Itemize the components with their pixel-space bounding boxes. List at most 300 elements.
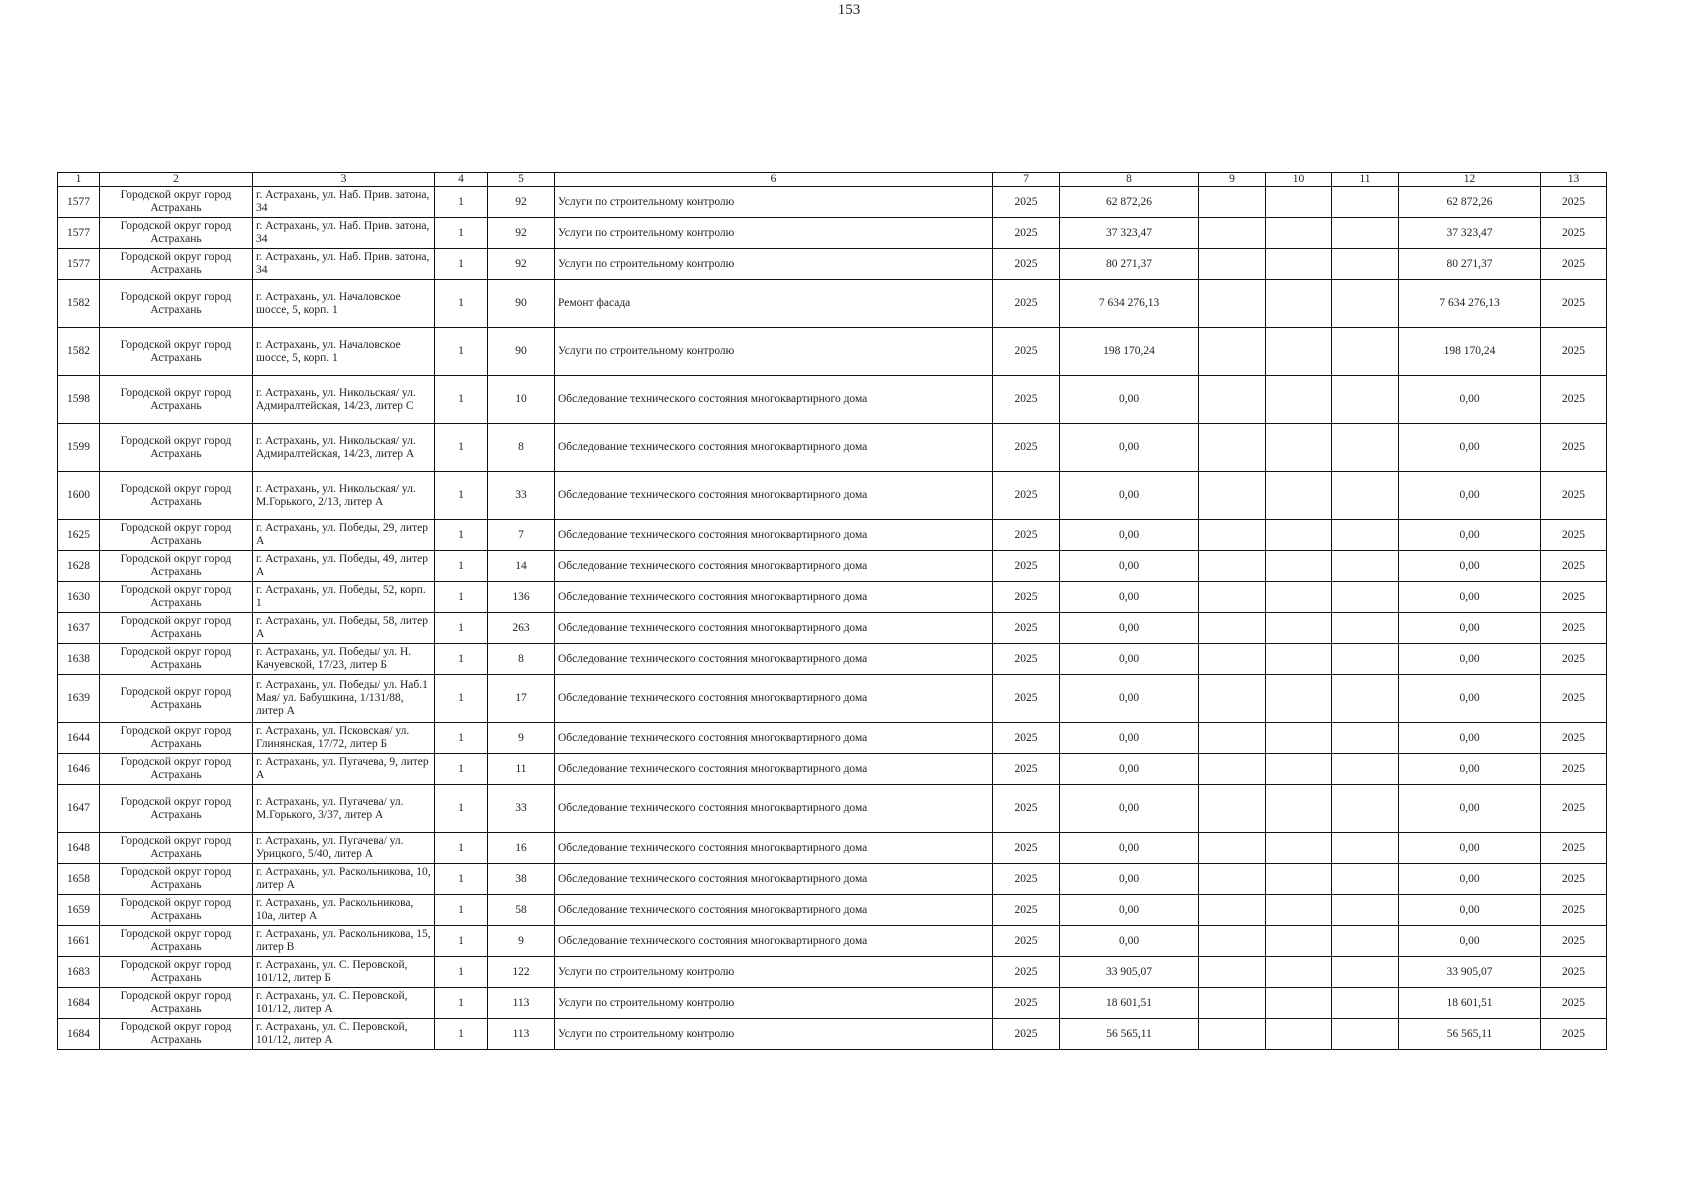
cell-row-number: 1582: [58, 280, 100, 328]
cell-row-number: 1638: [58, 644, 100, 675]
cell-col11: [1332, 833, 1399, 864]
cell-col11: [1332, 957, 1399, 988]
cell-municipality: Городской округ город Астрахань: [100, 644, 253, 675]
cell-col11: [1332, 1019, 1399, 1050]
table-row: [58, 328, 1607, 376]
cell-address: г. Астрахань, ул. Наб. Прив. затона, 34: [253, 218, 435, 249]
cell-address: г. Астрахань, ул. Раскольникова, 15, литер В: [253, 926, 435, 957]
cell-amount: 18 601,51: [1060, 988, 1199, 1019]
cell-address: г. Астрахань, ул. Никольская/ ул. Адмиралтейская, 14/23, литер А: [253, 424, 435, 472]
cell-work-type: Обследование технического состояния многоквартирного дома: [555, 785, 993, 833]
table-row: [58, 218, 1607, 249]
cell-year: 2025: [993, 187, 1060, 218]
cell-col9: [1199, 1019, 1266, 1050]
cell-amount: 0,00: [1060, 472, 1199, 520]
cell-address: г. Астрахань, ул. Наб. Прив. затона, 34: [253, 249, 435, 280]
cell-col10: [1266, 895, 1332, 926]
cell-address: г. Астрахань, ул. Раскольникова, 10а, литер А: [253, 895, 435, 926]
cell-year-end: 2025: [1541, 520, 1607, 551]
cell-amount-total: 7 634 276,13: [1399, 280, 1541, 328]
cell-municipality: Городской округ город Астрахань: [100, 520, 253, 551]
cell-col5: 11: [488, 754, 555, 785]
cell-col4: 1: [435, 280, 488, 328]
cell-row-number: 1625: [58, 520, 100, 551]
cell-work-type: Обследование технического состояния многоквартирного дома: [555, 472, 993, 520]
cell-col10: [1266, 833, 1332, 864]
cell-col11: [1332, 864, 1399, 895]
cell-year-end: 2025: [1541, 613, 1607, 644]
table-row: [58, 723, 1607, 754]
cell-address: г. Астрахань, ул. Пугачева/ ул. Урицкого, 5/40, литер А: [253, 833, 435, 864]
cell-amount: 0,00: [1060, 551, 1199, 582]
cell-year-end: 2025: [1541, 1019, 1607, 1050]
cell-col9: [1199, 249, 1266, 280]
cell-work-type: Обследование технического состояния многоквартирного дома: [555, 675, 993, 723]
cell-col10: [1266, 644, 1332, 675]
cell-municipality: Городской округ город Астрахань: [100, 328, 253, 376]
cell-year: 2025: [993, 520, 1060, 551]
cell-work-type: Обследование технического состояния многоквартирного дома: [555, 582, 993, 613]
cell-col11: [1332, 218, 1399, 249]
cell-municipality: Городской округ город Астрахань: [100, 957, 253, 988]
cell-row-number: 1600: [58, 472, 100, 520]
cell-address: г. Астрахань, ул. Никольская/ ул. М.Горького, 2/13, литер А: [253, 472, 435, 520]
cell-year-end: 2025: [1541, 249, 1607, 280]
table-row: [58, 613, 1607, 644]
cell-amount: 62 872,26: [1060, 187, 1199, 218]
cell-row-number: 1648: [58, 833, 100, 864]
cell-year: 2025: [993, 582, 1060, 613]
cell-amount: 0,00: [1060, 723, 1199, 754]
header-cell: 9: [1199, 173, 1266, 187]
header-cell: 13: [1541, 173, 1607, 187]
cell-amount-total: 0,00: [1399, 520, 1541, 551]
cell-col10: [1266, 988, 1332, 1019]
cell-year-end: 2025: [1541, 644, 1607, 675]
cell-amount-total: 0,00: [1399, 582, 1541, 613]
table-row: [58, 926, 1607, 957]
cell-row-number: 1684: [58, 988, 100, 1019]
cell-year-end: 2025: [1541, 280, 1607, 328]
cell-row-number: 1577: [58, 187, 100, 218]
cell-year: 2025: [993, 864, 1060, 895]
cell-col10: [1266, 957, 1332, 988]
cell-work-type: Услуги по строительному контролю: [555, 187, 993, 218]
cell-year: 2025: [993, 249, 1060, 280]
cell-col9: [1199, 864, 1266, 895]
cell-amount-total: 0,00: [1399, 785, 1541, 833]
cell-amount-total: 0,00: [1399, 926, 1541, 957]
cell-col4: 1: [435, 582, 488, 613]
cell-col5: 7: [488, 520, 555, 551]
cell-row-number: 1598: [58, 376, 100, 424]
cell-col5: 113: [488, 1019, 555, 1050]
cell-col9: [1199, 520, 1266, 551]
cell-col5: 33: [488, 472, 555, 520]
cell-col9: [1199, 551, 1266, 582]
cell-amount: 198 170,24: [1060, 328, 1199, 376]
cell-col5: 92: [488, 187, 555, 218]
cell-year: 2025: [993, 1019, 1060, 1050]
cell-work-type: Услуги по строительному контролю: [555, 957, 993, 988]
cell-amount-total: 0,00: [1399, 723, 1541, 754]
cell-amount: 0,00: [1060, 613, 1199, 644]
table-row: [58, 1019, 1607, 1050]
cell-municipality: Городской округ город Астрахань: [100, 424, 253, 472]
cell-work-type: Услуги по строительному контролю: [555, 328, 993, 376]
cell-col11: [1332, 472, 1399, 520]
cell-municipality: Городской округ город Астрахань: [100, 723, 253, 754]
header-cell: 7: [993, 173, 1060, 187]
cell-municipality: Городской округ город Астрахань: [100, 187, 253, 218]
cell-amount: 0,00: [1060, 376, 1199, 424]
cell-work-type: Услуги по строительному контролю: [555, 1019, 993, 1050]
cell-year: 2025: [993, 376, 1060, 424]
cell-municipality: Городской округ город Астрахань: [100, 1019, 253, 1050]
cell-work-type: Обследование технического состояния многоквартирного дома: [555, 613, 993, 644]
cell-row-number: 1628: [58, 551, 100, 582]
cell-amount-total: 0,00: [1399, 613, 1541, 644]
cell-amount-total: 0,00: [1399, 551, 1541, 582]
cell-amount: 0,00: [1060, 895, 1199, 926]
header-cell: 6: [555, 173, 993, 187]
cell-col5: 58: [488, 895, 555, 926]
cell-amount-total: 0,00: [1399, 376, 1541, 424]
cell-col10: [1266, 328, 1332, 376]
cell-work-type: Обследование технического состояния многоквартирного дома: [555, 644, 993, 675]
cell-row-number: 1599: [58, 424, 100, 472]
cell-col10: [1266, 582, 1332, 613]
cell-col10: [1266, 785, 1332, 833]
header-cell: 10: [1266, 173, 1332, 187]
cell-year-end: 2025: [1541, 424, 1607, 472]
cell-amount: 0,00: [1060, 644, 1199, 675]
cell-col4: 1: [435, 376, 488, 424]
cell-address: г. Астрахань, ул. Победы/ ул. Н. Качуевской, 17/23, литер Б: [253, 644, 435, 675]
cell-work-type: Обследование технического состояния многоквартирного дома: [555, 895, 993, 926]
cell-col11: [1332, 280, 1399, 328]
cell-row-number: 1630: [58, 582, 100, 613]
cell-col9: [1199, 957, 1266, 988]
cell-amount-total: 18 601,51: [1399, 988, 1541, 1019]
cell-amount: 7 634 276,13: [1060, 280, 1199, 328]
cell-work-type: Обследование технического состояния многоквартирного дома: [555, 520, 993, 551]
cell-year: 2025: [993, 613, 1060, 644]
cell-col4: 1: [435, 328, 488, 376]
cell-col9: [1199, 328, 1266, 376]
cell-col4: 1: [435, 675, 488, 723]
cell-col9: [1199, 644, 1266, 675]
table-row: [58, 988, 1607, 1019]
cell-work-type: Обследование технического состояния многоквартирного дома: [555, 926, 993, 957]
header-row: [58, 173, 1607, 187]
cell-col9: [1199, 895, 1266, 926]
cell-col5: 10: [488, 376, 555, 424]
cell-amount-total: 0,00: [1399, 864, 1541, 895]
cell-amount-total: 80 271,37: [1399, 249, 1541, 280]
cell-col4: 1: [435, 785, 488, 833]
table-row: [58, 785, 1607, 833]
cell-row-number: 1577: [58, 218, 100, 249]
table-row: [58, 472, 1607, 520]
cell-address: г. Астрахань, ул. Псковская/ ул. Глинянская, 17/72, литер Б: [253, 723, 435, 754]
cell-col10: [1266, 424, 1332, 472]
cell-municipality: Городской округ город Астрахань: [100, 926, 253, 957]
cell-amount-total: 198 170,24: [1399, 328, 1541, 376]
cell-municipality: Городской округ город Астрахань: [100, 249, 253, 280]
cell-col9: [1199, 926, 1266, 957]
cell-col10: [1266, 723, 1332, 754]
cell-municipality: Городской округ город Астрахань: [100, 582, 253, 613]
cell-municipality: Городской округ город Астрахань: [100, 675, 253, 723]
table-row: [58, 582, 1607, 613]
cell-municipality: Городской округ город Астрахань: [100, 988, 253, 1019]
cell-work-type: Обследование технического состояния многоквартирного дома: [555, 833, 993, 864]
cell-address: г. Астрахань, ул. С. Перовской, 101/12, литер А: [253, 988, 435, 1019]
cell-amount: 0,00: [1060, 926, 1199, 957]
cell-year-end: 2025: [1541, 754, 1607, 785]
cell-col4: 1: [435, 895, 488, 926]
cell-year-end: 2025: [1541, 472, 1607, 520]
cell-year: 2025: [993, 675, 1060, 723]
cell-amount: 0,00: [1060, 833, 1199, 864]
cell-col5: 17: [488, 675, 555, 723]
cell-col11: [1332, 613, 1399, 644]
table-row: [58, 520, 1607, 551]
cell-col9: [1199, 218, 1266, 249]
cell-row-number: 1577: [58, 249, 100, 280]
cell-col5: 136: [488, 582, 555, 613]
cell-year-end: 2025: [1541, 218, 1607, 249]
cell-year-end: 2025: [1541, 864, 1607, 895]
page-number: 153: [837, 2, 861, 18]
cell-work-type: Услуги по строительному контролю: [555, 218, 993, 249]
cell-col11: [1332, 328, 1399, 376]
cell-col5: 90: [488, 328, 555, 376]
cell-col5: 92: [488, 218, 555, 249]
cell-col4: 1: [435, 472, 488, 520]
cell-col5: 92: [488, 249, 555, 280]
cell-col10: [1266, 864, 1332, 895]
cell-col9: [1199, 582, 1266, 613]
cell-address: г. Астрахань, ул. Победы, 49, литер А: [253, 551, 435, 582]
cell-address: г. Астрахань, ул. Наб. Прив. затона, 34: [253, 187, 435, 218]
cell-amount: 37 323,47: [1060, 218, 1199, 249]
cell-amount-total: 0,00: [1399, 472, 1541, 520]
cell-amount: 0,00: [1060, 582, 1199, 613]
cell-col5: 8: [488, 424, 555, 472]
cell-municipality: Городской округ город Астрахань: [100, 218, 253, 249]
table-row: [58, 833, 1607, 864]
cell-col10: [1266, 520, 1332, 551]
table-row: [58, 675, 1607, 723]
cell-amount-total: 0,00: [1399, 424, 1541, 472]
cell-address: г. Астрахань, ул. Победы, 58, литер А: [253, 613, 435, 644]
cell-year-end: 2025: [1541, 328, 1607, 376]
cell-col4: 1: [435, 864, 488, 895]
cell-col10: [1266, 754, 1332, 785]
cell-col9: [1199, 424, 1266, 472]
cell-year: 2025: [993, 723, 1060, 754]
cell-col4: 1: [435, 424, 488, 472]
cell-col9: [1199, 280, 1266, 328]
cell-col10: [1266, 249, 1332, 280]
table-row: [58, 551, 1607, 582]
cell-col11: [1332, 926, 1399, 957]
cell-col5: 33: [488, 785, 555, 833]
cell-col5: 38: [488, 864, 555, 895]
cell-work-type: Обследование технического состояния многоквартирного дома: [555, 754, 993, 785]
cell-year: 2025: [993, 833, 1060, 864]
header-cell: 1: [58, 173, 100, 187]
cell-col9: [1199, 675, 1266, 723]
cell-amount: 0,00: [1060, 520, 1199, 551]
cell-amount-total: 56 565,11: [1399, 1019, 1541, 1050]
cell-year-end: 2025: [1541, 988, 1607, 1019]
cell-address: г. Астрахань, ул. С. Перовской, 101/12, литер Б: [253, 957, 435, 988]
cell-amount-total: 33 905,07: [1399, 957, 1541, 988]
cell-col10: [1266, 613, 1332, 644]
cell-col9: [1199, 988, 1266, 1019]
cell-col4: 1: [435, 754, 488, 785]
cell-row-number: 1639: [58, 675, 100, 723]
cell-col4: 1: [435, 520, 488, 551]
cell-col4: 1: [435, 833, 488, 864]
cell-year: 2025: [993, 644, 1060, 675]
cell-col5: 122: [488, 957, 555, 988]
cell-col10: [1266, 187, 1332, 218]
cell-amount-total: 0,00: [1399, 895, 1541, 926]
cell-col11: [1332, 723, 1399, 754]
cell-col10: [1266, 1019, 1332, 1050]
cell-col4: 1: [435, 988, 488, 1019]
cell-year: 2025: [993, 895, 1060, 926]
cell-col10: [1266, 551, 1332, 582]
cell-col10: [1266, 376, 1332, 424]
cell-year-end: 2025: [1541, 675, 1607, 723]
cell-amount-total: 0,00: [1399, 675, 1541, 723]
table-row: [58, 754, 1607, 785]
cell-col5: 14: [488, 551, 555, 582]
cell-col4: 1: [435, 644, 488, 675]
table-row: [58, 376, 1607, 424]
cell-address: г. Астрахань, ул. С. Перовской, 101/12, литер А: [253, 1019, 435, 1050]
cell-address: г. Астрахань, ул. Началовское шоссе, 5, корп. 1: [253, 328, 435, 376]
cell-col10: [1266, 280, 1332, 328]
cell-work-type: Обследование технического состояния многоквартирного дома: [555, 551, 993, 582]
cell-row-number: 1644: [58, 723, 100, 754]
cell-row-number: 1659: [58, 895, 100, 926]
cell-col4: 1: [435, 1019, 488, 1050]
cell-col5: 90: [488, 280, 555, 328]
table-body: [58, 187, 1607, 1050]
cell-col10: [1266, 472, 1332, 520]
table-row: [58, 424, 1607, 472]
cell-col9: [1199, 613, 1266, 644]
cell-amount-total: 37 323,47: [1399, 218, 1541, 249]
cell-col4: 1: [435, 249, 488, 280]
cell-municipality: Городской округ город Астрахань: [100, 895, 253, 926]
cell-col5: 113: [488, 988, 555, 1019]
cell-col9: [1199, 376, 1266, 424]
cell-col11: [1332, 582, 1399, 613]
header-cell: 4: [435, 173, 488, 187]
cell-year-end: 2025: [1541, 723, 1607, 754]
cell-amount-total: 0,00: [1399, 644, 1541, 675]
cell-col5: 16: [488, 833, 555, 864]
table-row: [58, 957, 1607, 988]
cell-amount: 80 271,37: [1060, 249, 1199, 280]
cell-year: 2025: [993, 926, 1060, 957]
table-row: [58, 187, 1607, 218]
cell-work-type: Обследование технического состояния многоквартирного дома: [555, 864, 993, 895]
cell-municipality: Городской округ город Астрахань: [100, 280, 253, 328]
cell-col11: [1332, 895, 1399, 926]
cell-col4: 1: [435, 957, 488, 988]
cell-amount: 0,00: [1060, 864, 1199, 895]
cell-year: 2025: [993, 472, 1060, 520]
cell-year: 2025: [993, 551, 1060, 582]
cell-municipality: Городской округ город Астрахань: [100, 833, 253, 864]
cell-address: г. Астрахань, ул. Пугачева, 9, литер А: [253, 754, 435, 785]
cell-year-end: 2025: [1541, 582, 1607, 613]
cell-amount-total: 0,00: [1399, 833, 1541, 864]
cell-col11: [1332, 785, 1399, 833]
cell-address: г. Астрахань, ул. Раскольникова, 10, литер А: [253, 864, 435, 895]
header-cell: 11: [1332, 173, 1399, 187]
cell-col11: [1332, 520, 1399, 551]
cell-col9: [1199, 187, 1266, 218]
cell-row-number: 1646: [58, 754, 100, 785]
cell-col4: 1: [435, 926, 488, 957]
cell-col11: [1332, 249, 1399, 280]
cell-address: г. Астрахань, ул. Победы/ ул. Наб.1 Мая/ ул. Бабушкина, 1/131/88, литер А: [253, 675, 435, 723]
cell-col4: 1: [435, 723, 488, 754]
cell-year-end: 2025: [1541, 376, 1607, 424]
register-table: [57, 172, 1607, 1050]
header-cell: 5: [488, 173, 555, 187]
cell-year: 2025: [993, 754, 1060, 785]
cell-municipality: Городской округ город Астрахань: [100, 551, 253, 582]
cell-col5: 8: [488, 644, 555, 675]
cell-year: 2025: [993, 988, 1060, 1019]
cell-row-number: 1684: [58, 1019, 100, 1050]
cell-col5: 263: [488, 613, 555, 644]
cell-work-type: Обследование технического состояния многоквартирного дома: [555, 376, 993, 424]
header-cell: 3: [253, 173, 435, 187]
cell-address: г. Астрахань, ул. Началовское шоссе, 5, корп. 1: [253, 280, 435, 328]
cell-municipality: Городской округ город Астрахань: [100, 785, 253, 833]
table-row: [58, 895, 1607, 926]
cell-year-end: 2025: [1541, 551, 1607, 582]
cell-amount: 0,00: [1060, 424, 1199, 472]
cell-amount: 0,00: [1060, 754, 1199, 785]
cell-work-type: Услуги по строительному контролю: [555, 249, 993, 280]
cell-col11: [1332, 988, 1399, 1019]
cell-year-end: 2025: [1541, 187, 1607, 218]
cell-col9: [1199, 754, 1266, 785]
header-cell: 2: [100, 173, 253, 187]
cell-col5: 9: [488, 723, 555, 754]
table-row: [58, 249, 1607, 280]
cell-col10: [1266, 675, 1332, 723]
cell-col11: [1332, 187, 1399, 218]
cell-row-number: 1658: [58, 864, 100, 895]
cell-row-number: 1647: [58, 785, 100, 833]
table-row: [58, 864, 1607, 895]
cell-amount-total: 0,00: [1399, 754, 1541, 785]
cell-row-number: 1637: [58, 613, 100, 644]
